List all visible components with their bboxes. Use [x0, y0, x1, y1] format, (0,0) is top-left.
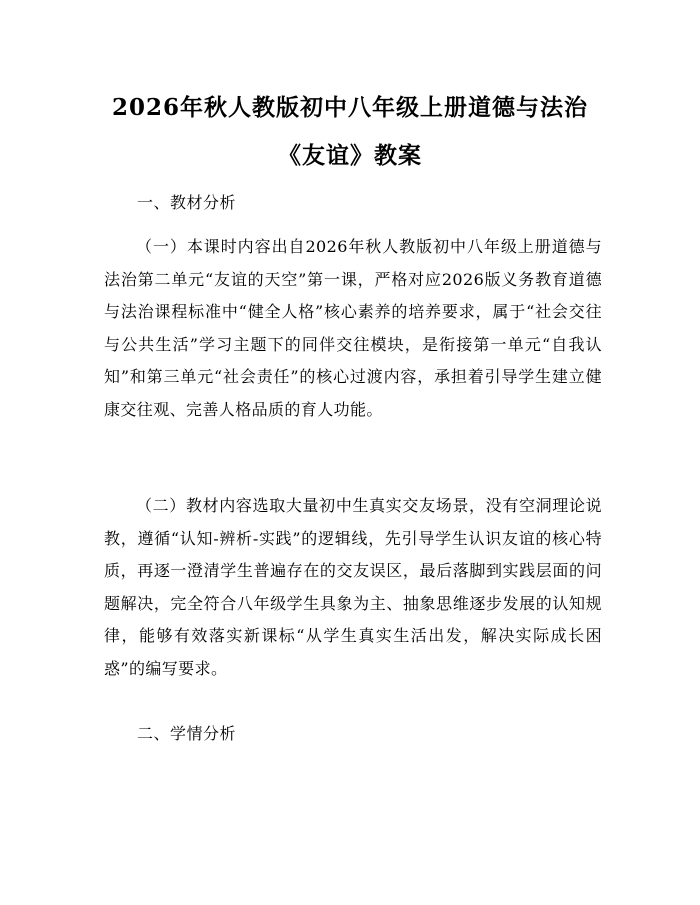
paragraph-textbook-content: （二）教材内容选取大量初中生真实交友场景，没有空洞理论说教，遵循“认知-辨析-实践”的逻辑线，先引导学生认识友谊的核心特质，再逐一澄清学生普遍存在的交友误区，最后落脚到实践层面的问题解决，完全符合八年级学生具象为主、抽象思维逐步发展的认知规律，能够有效落实新课标“从学生真实生活出发，解决实际成长困惑”的编写要求。 [104, 496, 602, 678]
document-title-line2: 《友谊》教案 [278, 142, 422, 169]
section-heading-student-analysis: 二、学情分析 [137, 724, 237, 743]
document-title-line1: 2026年秋人教版初中八年级上册道德与法治 [111, 94, 588, 121]
paragraph-textbook-source: （一）本课时内容出自2026年秋人教版初中八年级上册道德与法治第二单元“友谊的天空”第一课，严格对应2026版义务教育道德与法治课程标准中“健全人格”核心素养的培养要求，属于“社会交往与公共生活”学习主题下的同伴交往模块，是衔接第一单元“自我认知”和第三单元“社会责任”的核心过渡内容，承担着引导学生建立健康交往观、完善人格品质的育人功能。 [104, 237, 602, 419]
section-heading-textbook-analysis: 一、教材分析 [137, 193, 237, 212]
